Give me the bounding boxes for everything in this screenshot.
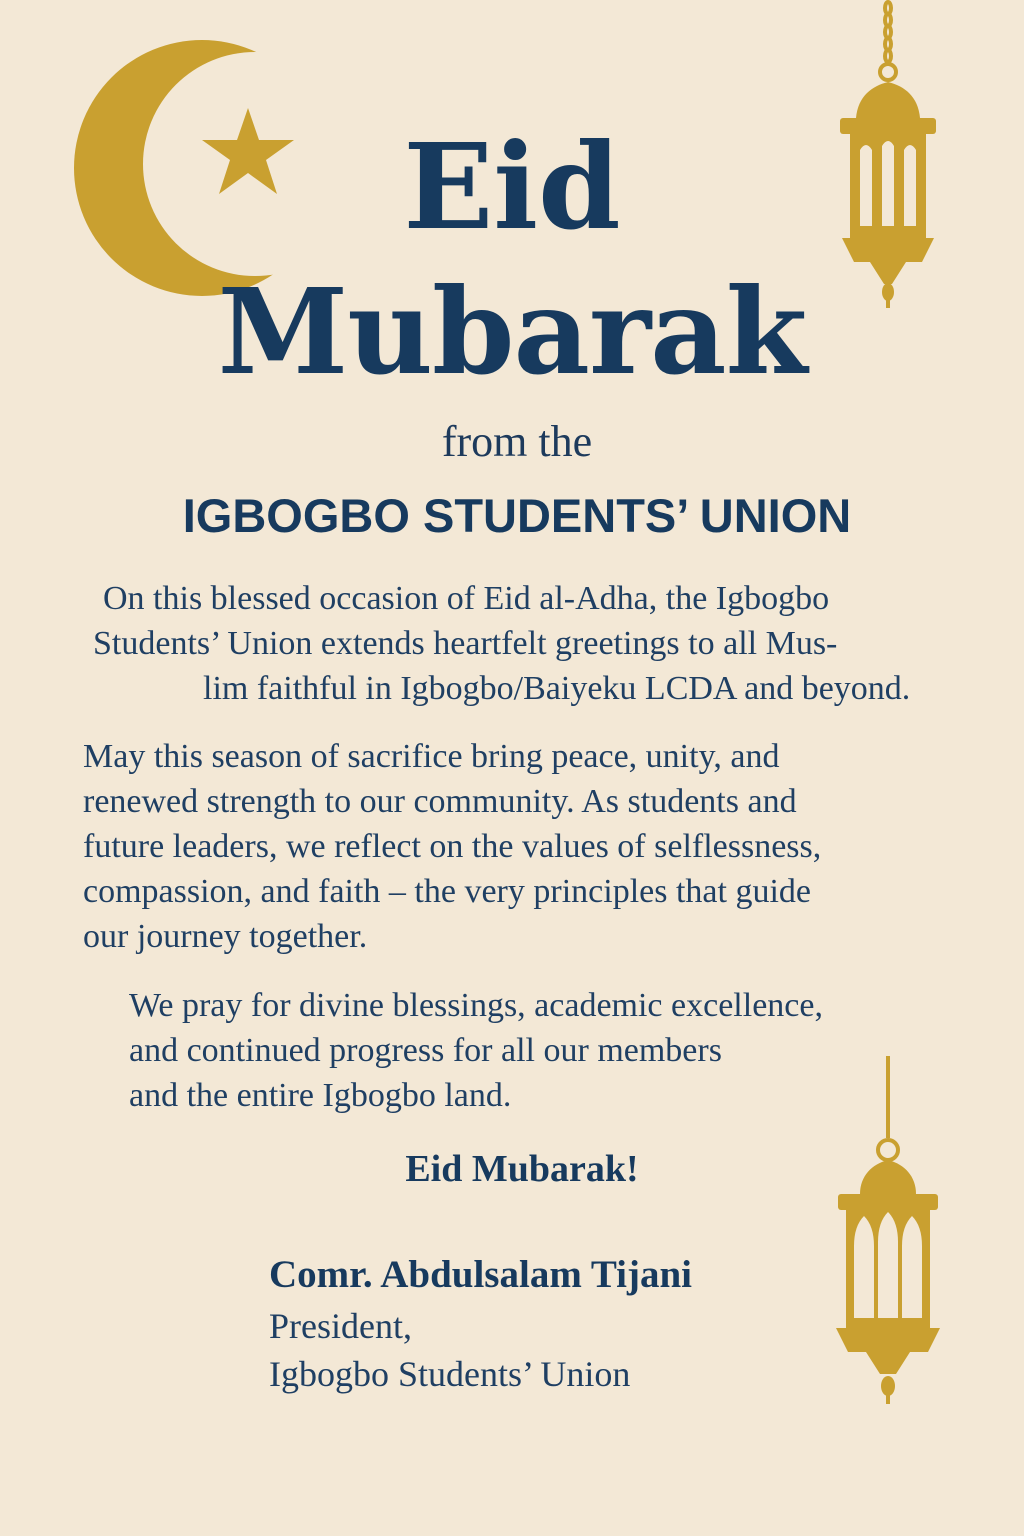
- paragraph-line: and continued progress for all our members: [129, 1032, 722, 1069]
- from-text: from the: [441, 417, 593, 466]
- paragraph-line: compassion, and faith – the very principles that guide: [83, 873, 811, 910]
- signer-name: Comr. Abdulsalam Tijani: [269, 1253, 693, 1296]
- message-paragraph: [83, 734, 821, 959]
- paragraph-line: On this blessed occasion of Eid al-Adha, the Igbogbo: [103, 580, 830, 617]
- paragraph-line: renewed strength to our community. As students and: [83, 783, 797, 820]
- paragraph-line: We pray for divine blessings, academic excellence,: [129, 987, 823, 1024]
- hanging-lantern-icon: [826, 1056, 950, 1406]
- paragraph-line: Students’ Union extends heartfelt greetings to all Mus-: [93, 625, 838, 662]
- paragraph-line: lim faithful in Igbogbo/Baiyeku LCDA and beyond.: [203, 670, 911, 707]
- signer-role: President,: [269, 1306, 412, 1346]
- title-eid: Eid: [403, 117, 621, 256]
- paragraph-line: our journey together.: [83, 918, 368, 955]
- paragraph-line: and the entire Igbogbo land.: [129, 1077, 512, 1114]
- organization-heading: IGBOGBO STUDENTS’ UNION: [182, 489, 852, 542]
- title-mubarak: Mubarak: [217, 262, 807, 401]
- greeting-paragraph: [0, 576, 1024, 711]
- prayer-paragraph: [129, 983, 823, 1118]
- signer-organization: Igbogbo Students’ Union: [269, 1354, 631, 1394]
- closing-greeting: Eid Mubarak!: [405, 1148, 639, 1190]
- paragraph-line: May this season of sacrifice bring peace, unity, and: [83, 738, 780, 775]
- paragraph-line: future leaders, we reflect on the values of selflessness,: [83, 828, 822, 865]
